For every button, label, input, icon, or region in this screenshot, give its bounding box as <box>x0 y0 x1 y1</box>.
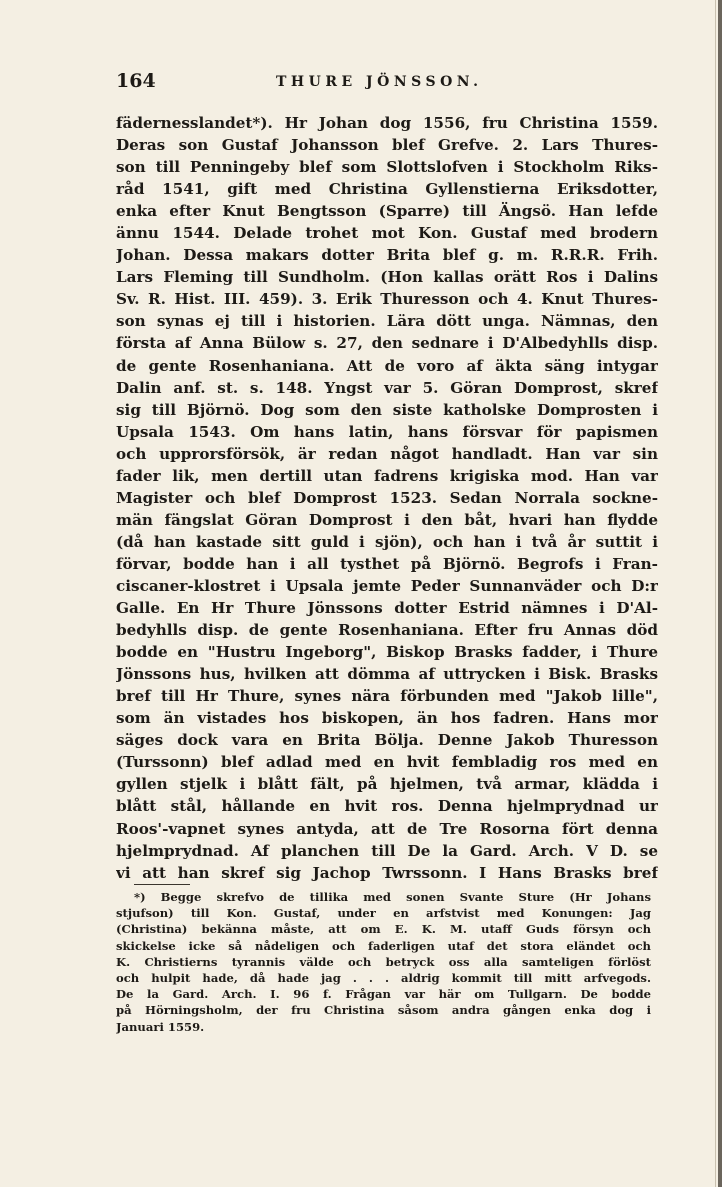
text-line: Galle. En Hr Thure Jönssons dotter Estrid nämnes i D'Al- <box>116 599 658 618</box>
main-text <box>116 112 658 884</box>
text-line: Johan. Dessa makars dotter Brita blef g. m. R.R.R. Frih. <box>116 246 658 265</box>
text-line: som än vistades hos biskopen, än hos fadren. Hans mor <box>116 709 658 728</box>
text-line: förvar, bodde han i all tysthet på Björnö. Begrofs i Fran- <box>116 554 658 573</box>
text-line: enka efter Knut Bengtsson (Sparre) till Ängsö. Han lefde <box>116 202 658 221</box>
footnote <box>116 889 651 1035</box>
text-line: hjelmprydnad. Af planchen till De la Gard. Arch. V D. se <box>116 841 658 860</box>
footnote-line: De la Gard. Arch. I. 96 f. Frågan var här om Tullgarn. De bodde <box>116 987 651 1002</box>
text-line: (då han kastade sitt guld i sjön), och han i två år suttit i <box>116 532 658 551</box>
text-line: son till Penningeby blef som Slottslofven i Stockholm Riks- <box>116 158 658 177</box>
text-line: Deras son Gustaf Johansson blef Grefve. 2. Lars Thures- <box>116 136 658 155</box>
footnote-line: K. Christierns tyrannis välde och betryck oss alla samteligen förlöst <box>116 954 651 969</box>
page-edge-line <box>715 0 716 1187</box>
footnote-line: stjufson) till Kon. Gustaf, under en arfstvist med Konungen: Jag <box>116 906 651 921</box>
text-line: bedyhlls disp. de gente Rosenhaniana. Efter fru Annas död <box>116 621 658 640</box>
footnote-rule <box>134 884 190 885</box>
text-line: bref till Hr Thure, synes nära förbunden med "Jakob lille", <box>116 687 658 706</box>
footnote-line: Januari 1559. <box>116 1019 205 1034</box>
text-line: och upprorsförsök, är redan något handladt. Han var sin <box>116 444 658 463</box>
footnote-line: *) Begge skrefvo de tillika med sonen Svante Sture (Hr Johans <box>134 890 651 904</box>
text-line: son synas ej till i historien. Lära dött unga. Nämnas, den <box>116 312 658 331</box>
text-line: de gente Rosenhaniana. Att de voro af äkta säng intygar <box>116 356 658 375</box>
text-line: fädernesslandet*). Hr Johan dog 1556, fru Christina 1559. <box>116 114 658 132</box>
text-line: Lars Fleming till Sundholm. (Hon kallas orätt Ros i Dalins <box>116 268 658 287</box>
text-line: första af Anna Bülow s. 27, den sednare i D'Albedyhlls disp. <box>116 334 658 353</box>
page-number: 164 <box>116 70 156 92</box>
text-line: Roos'-vapnet synes antyda, att de Tre Rosorna fört denna <box>116 819 658 838</box>
text-line: (Turssonn) blef adlad med en hvit fembladig ros med en <box>116 753 658 772</box>
text-line: sig till Björnö. Dog som den siste katholske Domprosten i <box>116 400 658 419</box>
text-line: bodde en "Hustru Ingeborg", Biskop Brasks fadder, i Thure <box>116 643 658 662</box>
text-line: fader lik, men dertill utan fadrens krigiska mod. Han var <box>116 466 658 485</box>
footnote-line: på Hörningsholm, der fru Christina såsom andra gången enka dog i <box>116 1003 651 1018</box>
footnote-line: skickelse icke så nådeligen och faderligen utaf det stora eländet och <box>116 938 651 953</box>
text-line: Dalin anf. st. s. 148. Yngst var 5. Göran Domprost, skref <box>116 378 658 397</box>
page-header <box>116 70 636 100</box>
text-line: säges dock vara en Brita Bölja. Denne Jakob Thuresson <box>116 731 658 750</box>
text-line: Jönssons hus, hvilken att dömma af uttrycken i Bisk. Brasks <box>116 665 658 684</box>
page-edge <box>718 0 722 1187</box>
running-head: THURE JÖNSSON. <box>276 74 483 90</box>
footnote-line: och hulpit hade, då hade jag . . . aldrig kommit till mitt arfvegods. <box>116 970 651 985</box>
text-line: ännu 1544. Delade trohet mot Kon. Gustaf med brodern <box>116 224 658 243</box>
text-line: Sv. R. Hist. III. 459). 3. Erik Thuresson och 4. Knut Thures- <box>116 290 658 309</box>
text-line: Magister och blef Domprost 1523. Sedan Norrala sockne- <box>116 488 658 507</box>
text-line: ciscaner-klostret i Upsala jemte Peder Sunnanväder och D:r <box>116 576 658 595</box>
text-line: blått stål, hållande en hvit ros. Denna hjelmprydnad ur <box>116 797 658 816</box>
footnote-line: (Christina) bekänna måste, att om E. K. M. utaff Guds försyn och <box>116 922 651 937</box>
text-line: Upsala 1543. Om hans latin, hans försvar för papismen <box>116 422 658 441</box>
text-line: vi att han skref sig Jachop Twrssonn. I Hans Brasks bref <box>116 863 658 882</box>
text-line: råd 1541, gift med Christina Gyllenstierna Eriksdotter, <box>116 180 658 199</box>
text-line: män fängslat Göran Domprost i den båt, hvari han flydde <box>116 510 658 529</box>
text-line: gyllen stjelk i blått fält, på hjelmen, två armar, klädda i <box>116 775 658 794</box>
